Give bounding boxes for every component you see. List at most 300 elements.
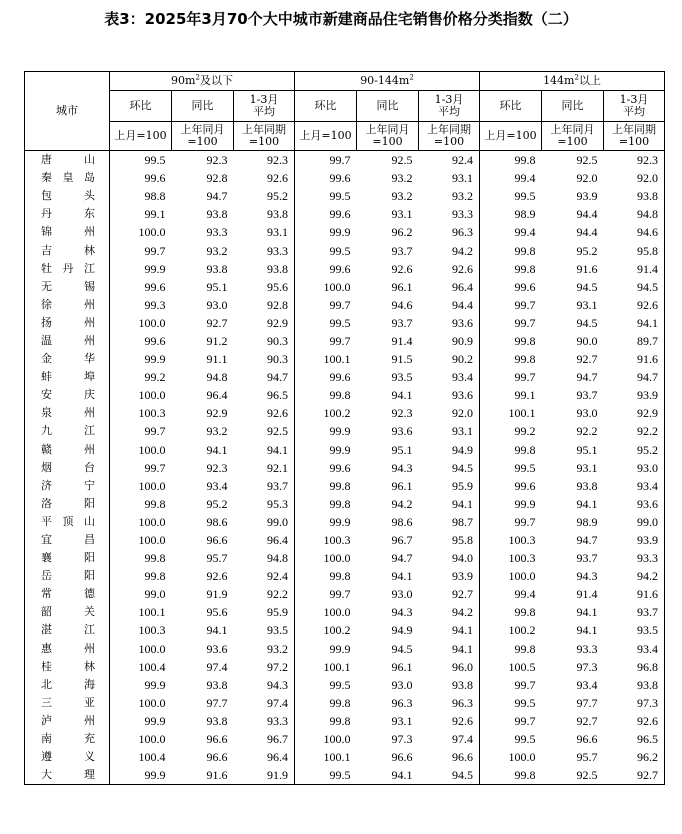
index-value: 93.3 [206,225,228,240]
index-value: 93.4 [206,478,228,493]
index-value: 93.7 [234,477,295,495]
index-value: 99.8 [514,352,536,367]
index-value: 93.8 [604,676,665,694]
index-value: 99.0 [144,587,166,602]
index-value: 93.1 [391,713,413,728]
index-value: 94.6 [604,223,665,241]
index-value: 99.8 [514,333,536,348]
index-value: 99.6 [329,207,351,222]
table-row [25,513,665,531]
index-value: 97.4 [206,659,228,674]
index-value: 99.7 [144,460,166,475]
index-value: 96.8 [604,658,665,676]
city-name: 九江 [25,422,110,440]
city-name: 南充 [25,730,110,748]
index-value: 92.6 [234,404,295,422]
index-value: 99.4 [514,171,536,186]
index-value: 100.2 [508,623,536,638]
index-value: 100.1 [323,750,351,765]
index-value: 93.8 [234,260,295,278]
index-value: 94.5 [419,459,480,477]
table-row [25,549,665,567]
index-value: 92.0 [576,171,598,186]
index-value: 100.0 [138,315,166,330]
index-value: 99.8 [144,551,166,566]
index-value: 93.3 [234,241,295,259]
index-value: 97.4 [234,694,295,712]
column-header [110,91,172,122]
table-row [25,368,665,386]
index-value: 93.6 [206,641,228,656]
index-value: 94.8 [234,549,295,567]
city-name: 宜昌 [25,531,110,549]
index-value: 99.3 [144,297,166,312]
index-value: 99.5 [144,153,166,168]
index-value: 96.2 [391,225,413,240]
index-value: 93.8 [206,713,228,728]
index-value: 93.4 [576,677,598,692]
base-header [357,122,419,151]
index-value: 94.0 [419,549,480,567]
table-row [25,187,665,205]
index-value: 90.0 [576,333,598,348]
city-name: 金华 [25,350,110,368]
city-name: 安庆 [25,386,110,404]
index-value: 97.7 [206,695,228,710]
index-value: 100.0 [138,388,166,403]
index-value: 93.6 [391,424,413,439]
index-value: 92.8 [206,171,228,186]
index-value: 92.4 [419,151,480,170]
index-value: 99.8 [329,695,351,710]
index-value: 92.2 [576,424,598,439]
index-value: 100.4 [138,659,166,674]
table-header [25,72,665,151]
index-value: 100.5 [508,659,536,674]
index-value: 99.5 [295,766,357,785]
city-name: 平顶山 [25,513,110,531]
index-value: 95.1 [576,442,598,457]
city-name: 秦皇岛 [25,169,110,187]
index-value: 96.3 [391,695,413,710]
index-value: 93.9 [419,567,480,585]
index-value: 94.2 [604,567,665,585]
area-group-label: 90m [171,74,196,87]
index-value: 96.6 [206,533,228,548]
header-row-groups [25,72,665,91]
column-header [234,91,295,122]
index-value: 99.8 [514,261,536,276]
index-value: 99.7 [514,315,536,330]
base-header-label: 上月=100 [114,129,167,142]
index-value: 100.0 [138,478,166,493]
index-value: 99.5 [514,695,536,710]
index-value: 99.7 [514,677,536,692]
index-value: 93.0 [576,406,598,421]
index-value: 100.0 [138,732,166,747]
base-header [480,122,542,151]
base-header-label: 上年同期=100 [427,123,471,148]
index-value: 94.4 [419,296,480,314]
index-value: 89.7 [604,332,665,350]
table-row [25,567,665,585]
index-value: 98.8 [144,189,166,204]
index-value: 96.7 [391,533,413,548]
index-value: 93.8 [604,187,665,205]
column-header [172,91,234,122]
index-value: 99.7 [514,370,536,385]
base-header [172,122,234,151]
index-value: 100.1 [508,406,536,421]
index-value: 96.1 [391,659,413,674]
index-value: 100.0 [138,225,166,240]
index-value: 91.6 [576,261,598,276]
index-value: 92.2 [234,585,295,603]
index-value: 94.5 [604,278,665,296]
index-value: 96.3 [419,223,480,241]
index-value: 92.7 [206,315,228,330]
index-value: 100.0 [323,605,351,620]
base-header-label: 上月=100 [484,129,537,142]
column-header-label: 同比 [561,99,584,112]
table-row [25,459,665,477]
index-value: 94.1 [576,623,598,638]
city-name: 襄阳 [25,549,110,567]
index-value: 99.8 [329,496,351,511]
index-value: 99.5 [329,189,351,204]
area-group-header [110,72,295,91]
index-value: 94.7 [576,533,598,548]
city-name: 惠州 [25,640,110,658]
table-row [25,404,665,422]
index-value: 99.7 [329,297,351,312]
index-value: 94.3 [391,460,413,475]
index-value: 92.9 [206,406,228,421]
area-group-suffix: 及以下 [199,74,233,87]
table-title: 表3：2025年3月70个大中城市新建商品住宅销售价格分类指数（二） [104,10,578,28]
index-value: 93.6 [419,314,480,332]
index-value: 94.7 [234,368,295,386]
index-value: 93.7 [576,551,598,566]
city-name: 岳阳 [25,567,110,585]
index-value: 99.9 [144,261,166,276]
city-column-header: 城市 [25,72,110,151]
city-name: 泉州 [25,404,110,422]
index-value: 92.9 [234,314,295,332]
index-value: 92.6 [604,296,665,314]
table-row [25,169,665,187]
index-value: 99.7 [514,514,536,529]
index-value: 90.3 [234,332,295,350]
index-value: 92.3 [604,151,665,170]
index-value: 99.9 [110,766,172,785]
index-value: 96.0 [419,658,480,676]
index-value: 92.6 [206,569,228,584]
index-value: 99.6 [144,171,166,186]
table-row [25,676,665,694]
index-value: 94.1 [391,388,413,403]
column-header [295,91,357,122]
index-value: 92.7 [419,585,480,603]
index-value: 92.3 [234,151,295,170]
index-value: 93.9 [576,189,598,204]
base-header-label: 上年同月=100 [550,123,595,148]
index-value: 99.7 [329,153,351,168]
index-value: 93.9 [604,531,665,549]
column-header [419,91,480,122]
column-header-label: 1-3月平均 [619,93,649,118]
index-value: 96.6 [206,732,228,747]
index-value: 93.4 [604,640,665,658]
city-name: 泸州 [25,712,110,730]
index-value: 99.6 [514,478,536,493]
index-value: 100.0 [138,695,166,710]
index-value: 100.0 [323,551,351,566]
index-value: 93.4 [604,477,665,495]
index-value: 99.5 [329,315,351,330]
index-value: 94.2 [391,496,413,511]
table-row [25,730,665,748]
index-value: 95.2 [604,441,665,459]
index-value: 94.6 [391,297,413,312]
index-value: 93.5 [234,621,295,639]
column-header-label: 1-3月平均 [249,93,279,118]
base-header [110,122,172,151]
index-value: 96.1 [391,279,413,294]
index-value: 98.7 [419,513,480,531]
base-header [234,122,295,151]
index-value: 96.6 [391,750,413,765]
price-index-table [24,71,665,785]
index-value: 94.9 [391,623,413,638]
index-value: 93.2 [206,424,228,439]
column-header [480,91,542,122]
table-row [25,712,665,730]
index-value: 99.8 [144,496,166,511]
index-value: 92.5 [542,766,604,785]
index-value: 99.6 [329,460,351,475]
index-value: 93.1 [576,297,598,312]
index-value: 100.1 [323,659,351,674]
index-value: 93.3 [234,712,295,730]
index-value: 96.5 [234,386,295,404]
area-group-label: 90-144m [360,74,410,87]
index-value: 94.1 [576,605,598,620]
city-name: 丹东 [25,205,110,223]
index-value: 99.0 [234,513,295,531]
index-value: 92.6 [391,261,413,276]
index-value: 95.2 [206,496,228,511]
index-value: 92.5 [576,153,598,168]
index-value: 99.9 [329,424,351,439]
index-value: 100.0 [508,569,536,584]
index-value: 99.9 [144,677,166,692]
index-value: 94.1 [206,623,228,638]
city-name: 温州 [25,332,110,350]
area-group-header [295,72,480,91]
index-value: 94.5 [576,315,598,330]
index-value: 92.0 [604,169,665,187]
header-row-columns [25,91,665,122]
index-value: 100.0 [508,750,536,765]
index-value: 95.1 [206,279,228,294]
index-value: 99.5 [514,189,536,204]
index-value: 93.6 [419,386,480,404]
index-value: 93.7 [576,388,598,403]
index-value: 94.1 [206,442,228,457]
column-header-label: 同比 [376,99,399,112]
index-value: 99.7 [144,424,166,439]
city-name: 徐州 [25,296,110,314]
column-header-label: 环比 [499,99,522,112]
city-name: 包头 [25,187,110,205]
index-value: 93.2 [206,243,228,258]
area-group-sup: 2 [409,73,414,82]
index-value: 93.2 [234,640,295,658]
city-name: 桂林 [25,658,110,676]
table-row [25,766,665,785]
index-value: 93.1 [234,223,295,241]
index-value: 100.3 [138,406,166,421]
index-value: 91.2 [206,333,228,348]
index-value: 99.6 [144,333,166,348]
table-row [25,241,665,259]
city-name: 韶关 [25,603,110,621]
index-value: 99.8 [514,641,536,656]
index-value: 92.0 [419,404,480,422]
index-value: 97.3 [576,659,598,674]
index-value: 93.8 [206,207,228,222]
index-value: 93.8 [206,677,228,692]
city-name: 济宁 [25,477,110,495]
index-value: 91.9 [206,587,228,602]
index-value: 95.2 [234,187,295,205]
area-group-sup: 2 [574,73,579,82]
index-value: 92.4 [234,567,295,585]
index-value: 94.3 [234,676,295,694]
index-value: 93.1 [419,169,480,187]
index-value: 99.7 [514,297,536,312]
table-row [25,296,665,314]
index-value: 95.6 [206,605,228,620]
city-name: 遵义 [25,748,110,766]
index-value: 93.8 [419,676,480,694]
index-value: 92.9 [604,404,665,422]
index-value: 93.1 [419,422,480,440]
index-value: 92.6 [604,712,665,730]
index-value: 98.6 [206,514,228,529]
column-header-label: 环比 [129,99,152,112]
index-value: 93.5 [391,370,413,385]
index-value: 96.6 [419,748,480,766]
index-value: 94.2 [419,603,480,621]
index-value: 99.4 [514,225,536,240]
index-value: 91.6 [604,585,665,603]
index-value: 96.2 [604,748,665,766]
index-value: 99.8 [480,766,542,785]
index-value: 93.7 [391,315,413,330]
index-value: 99.2 [144,370,166,385]
index-value: 94.5 [391,641,413,656]
index-value: 96.5 [604,730,665,748]
index-value: 93.0 [604,459,665,477]
index-value: 100.2 [323,406,351,421]
table-row [25,585,665,603]
index-value: 93.3 [419,205,480,223]
table-row [25,422,665,440]
index-value: 99.8 [329,713,351,728]
column-header [357,91,419,122]
base-header-label: 上年同期=100 [612,123,657,148]
city-name: 唐山 [25,151,110,170]
base-header [604,122,665,151]
index-value: 94.2 [419,241,480,259]
index-value: 93.2 [391,171,413,186]
index-value: 96.7 [234,730,295,748]
index-value: 99.9 [144,713,166,728]
index-value: 96.4 [234,531,295,549]
index-value: 100.3 [138,623,166,638]
base-header-label: 上年同月=100 [365,123,410,148]
table-row [25,205,665,223]
index-value: 99.6 [144,279,166,294]
index-value: 94.1 [357,766,419,785]
index-value: 99.8 [329,388,351,403]
index-value: 95.3 [234,495,295,513]
index-value: 98.6 [391,514,413,529]
index-value: 99.8 [514,605,536,620]
table-row [25,694,665,712]
index-value: 94.1 [576,496,598,511]
index-value: 97.2 [234,658,295,676]
index-value: 100.3 [323,533,351,548]
index-value: 97.3 [604,694,665,712]
city-name: 烟台 [25,459,110,477]
city-name: 吉林 [25,241,110,259]
base-header [419,122,480,151]
index-value: 99.8 [514,442,536,457]
city-name: 常德 [25,585,110,603]
index-value: 95.8 [419,531,480,549]
index-value: 90.2 [419,350,480,368]
city-name: 三亚 [25,694,110,712]
index-value: 99.5 [514,732,536,747]
city-name: 洛阳 [25,495,110,513]
index-value: 93.2 [419,187,480,205]
index-value: 100.0 [138,442,166,457]
index-value: 96.6 [206,750,228,765]
index-value: 99.7 [514,713,536,728]
index-value: 94.3 [576,569,598,584]
index-value: 90.3 [234,350,295,368]
table-row [25,441,665,459]
table-row [25,748,665,766]
index-value: 98.9 [514,207,536,222]
index-value: 99.8 [514,243,536,258]
index-value: 100.2 [323,623,351,638]
index-value: 93.7 [391,243,413,258]
city-name: 湛江 [25,621,110,639]
city-name: 蚌埠 [25,368,110,386]
index-value: 93.2 [391,189,413,204]
base-header-label: 上年同期=100 [242,123,286,148]
index-value: 99.5 [514,460,536,475]
base-header [542,122,604,151]
index-value: 92.2 [604,422,665,440]
index-value: 95.7 [206,551,228,566]
base-header-label: 上年同月=100 [180,123,225,148]
index-value: 92.7 [576,713,598,728]
